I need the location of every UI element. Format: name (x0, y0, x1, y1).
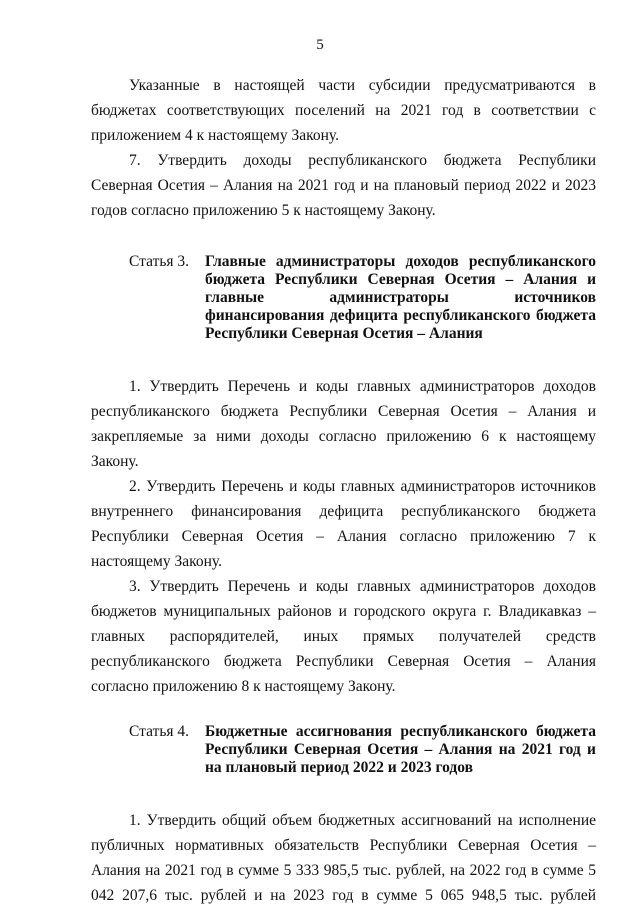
article-3-paragraph-2: 2. Утвердить Перечень и коды главных администраторов источников внутреннего финансирования дефицита республиканского бюджета Республики Северная Осетия – Алания согласно приложению 7 к настоящему Закону. (91, 478, 596, 570)
article-4-paragraph-1: 1. Утвердить общий объем бюджетных ассигнований на исполнение публичных нормативных обязательств Республики Северная Осетия – Алания на 2021 год в сумме 5 333 985,5 тыс. рублей, на 2022 год в сумме 5 042 207,6 тыс. рублей и на 2023 год в сумме 5 065 948,5 тыс. рублей (91, 812, 596, 904)
article-4-title: Бюджетные ассигнования республиканского бюджета Республики Северная Осетия – Алания на 2021 год и на плановый период 2022 и 2023 годов (205, 723, 596, 776)
article-3-label: Статья 3. (129, 253, 190, 270)
article-4-heading (91, 723, 596, 777)
page-number: 5 (316, 37, 324, 53)
article-3-title: Главные администраторы доходов республиканского бюджета Республики Северная Осетия – Алания и главные администраторы источников финансирования дефицита республиканского бюджета Республики Северная Осетия – Алания (205, 253, 596, 342)
article-3-heading (91, 253, 596, 343)
paragraph-item-7: 7. Утвердить доходы республиканского бюджета Республики Северная Осетия – Алания на 2021 год и на плановый период 2022 и 2023 годов согласно приложению 5 к настоящему Закону. (91, 152, 596, 219)
paragraph-subsidies-note: Указанные в настоящей части субсидии предусматриваются в бюджетах соответствующих поселений на 2021 год в соответствии с приложением 4 к настоящему Закону. (91, 77, 596, 144)
article-3-paragraph-1: 1. Утвердить Перечень и коды главных администраторов доходов республиканского бюджета Республики Северная Осетия – Алания и закрепляемые за ними доходы согласно приложению 6 к настоящему Закону. (91, 378, 596, 470)
article-4-label: Статья 4. (129, 723, 190, 740)
document-body (91, 73, 596, 908)
article-3-paragraph-3: 3. Утвердить Перечень и коды главных администраторов доходов бюджетов муниципальных районов и городского округа г. Владикавказ – главных распорядителей, иных прямых получателей средств республиканского бюджета Республики Северная Осетия – Алания согласно приложению 8 к настоящему Закону. (91, 578, 596, 695)
